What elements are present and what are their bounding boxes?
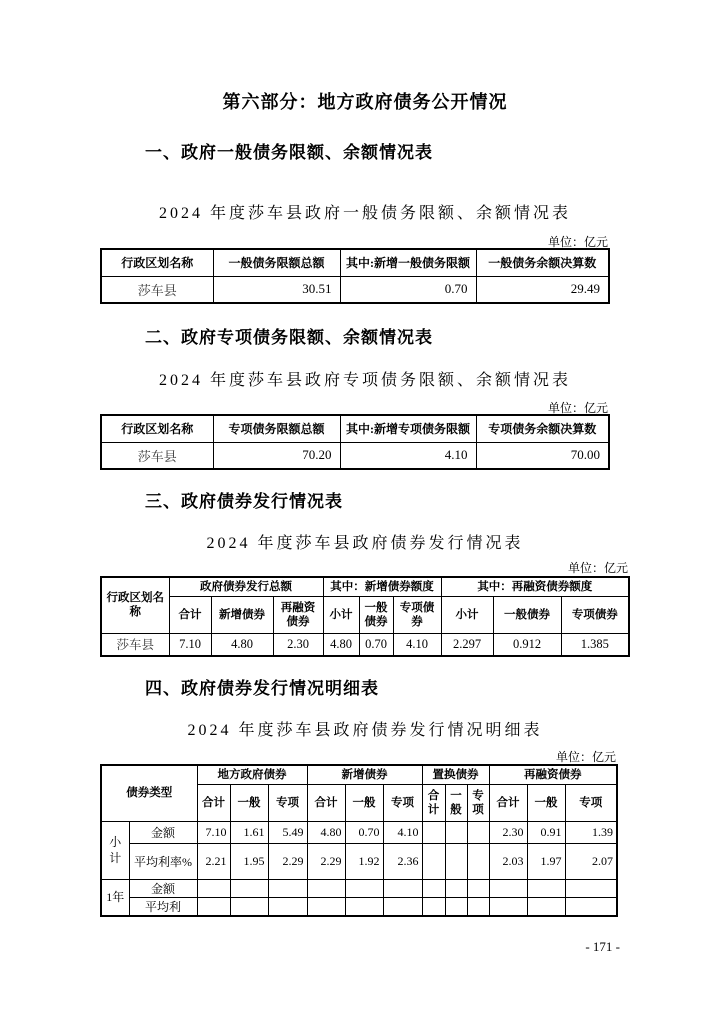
row-label: 平均利率% <box>129 843 197 879</box>
table-4-caption: 2024 年度莎车县政府债券发行情况明细表 <box>187 722 543 739</box>
header-group-cell: 其中：新增债券额度 <box>323 577 441 596</box>
data-cell: 4.80 <box>307 821 345 843</box>
data-cell <box>307 879 345 897</box>
data-cell <box>445 897 467 916</box>
table-4-unit-label: 单位：亿元 <box>555 750 616 764</box>
page-title: 第六部分：地方政府债务公开情况 <box>222 92 508 112</box>
subheader-cell: 合计 <box>169 596 211 633</box>
data-cell <box>345 897 383 916</box>
header-group-cell: 其中：再融资债券额度 <box>441 577 629 596</box>
document-page <box>100 0 630 954</box>
subheader-cell: 专项债券 <box>393 596 441 633</box>
header-cell: 行政区划名称 <box>101 415 213 442</box>
data-cell: 0.70 <box>345 821 383 843</box>
data-cell <box>467 879 489 897</box>
data-cell: 2.29 <box>307 843 345 879</box>
data-cell: 0.912 <box>493 633 561 656</box>
section-1-heading: 一、政府一般债务限额、余额情况表 <box>145 143 433 162</box>
data-cell: 2.297 <box>441 633 493 656</box>
data-cell <box>445 879 467 897</box>
header-cell: 一般债务余额决算数 <box>476 249 609 276</box>
header-group-cell: 政府债券发行总额 <box>169 577 323 596</box>
bond-issuance-detail-table <box>100 764 618 917</box>
table-row <box>101 843 617 879</box>
data-cell <box>467 821 489 843</box>
data-cell <box>565 879 617 897</box>
header-cell: 其中:新增一般债务限额 <box>340 249 476 276</box>
row-label: 金额 <box>129 821 197 843</box>
data-cell <box>527 879 565 897</box>
data-cell: 0.70 <box>359 633 393 656</box>
subheader-cell: 专项 <box>565 784 617 821</box>
section-2-heading: 二、政府专项债务限额、余额情况表 <box>145 328 433 347</box>
subheader-cell: 再融资债券 <box>273 596 323 633</box>
data-cell <box>467 843 489 879</box>
data-cell: 1.97 <box>527 843 565 879</box>
data-cell: 2.03 <box>489 843 527 879</box>
subheader-cell: 一般 <box>445 784 467 821</box>
data-cell: 0.91 <box>527 821 565 843</box>
table-row <box>101 879 617 897</box>
table-row <box>101 897 617 916</box>
row-group-label: 小计 <box>101 821 129 879</box>
data-cell: 7.10 <box>169 633 211 656</box>
subheader-cell: 新增债券 <box>211 596 273 633</box>
table-row <box>101 821 617 843</box>
data-cell: 1.385 <box>561 633 629 656</box>
table-subheader-row <box>101 596 629 633</box>
table-header-row <box>101 249 609 276</box>
table-2-caption: 2024 年度莎车县政府专项债务限额、余额情况表 <box>158 372 571 389</box>
data-cell <box>565 897 617 916</box>
region-cell: 莎车县 <box>101 276 213 303</box>
table-header-row <box>101 577 629 596</box>
data-cell: 4.10 <box>383 821 422 843</box>
data-cell: 2.29 <box>268 843 307 879</box>
data-cell <box>230 879 268 897</box>
header-cell: 债券类型 <box>101 765 197 821</box>
data-cell: 2.21 <box>197 843 230 879</box>
data-cell: 4.80 <box>323 633 359 656</box>
subheader-cell: 专项 <box>467 784 489 821</box>
table-row <box>101 276 609 303</box>
region-cell: 莎车县 <box>101 442 213 469</box>
data-cell: 1.39 <box>565 821 617 843</box>
section-3-heading: 三、政府债券发行情况表 <box>145 492 343 511</box>
general-debt-limit-table <box>100 248 610 304</box>
subheader-cell: 合计 <box>422 784 445 821</box>
table-2-unit-label: 单位：亿元 <box>547 401 608 415</box>
table-header-row <box>101 765 617 784</box>
data-cell <box>345 879 383 897</box>
subheader-cell: 小计 <box>323 596 359 633</box>
data-cell: 2.07 <box>565 843 617 879</box>
subheader-cell: 一般 <box>230 784 268 821</box>
table-header-row <box>101 415 609 442</box>
data-cell <box>445 843 467 879</box>
subheader-cell: 一般 <box>527 784 565 821</box>
page-number: - 171 - <box>585 938 620 954</box>
row-label: 平均利 <box>129 897 197 916</box>
data-cell <box>422 879 445 897</box>
row-group-label: 1年 <box>101 879 129 916</box>
table-row <box>101 442 609 469</box>
data-cell <box>268 897 307 916</box>
header-cell: 行政区划名称 <box>101 249 213 276</box>
data-cell <box>445 821 467 843</box>
header-cell: 行政区划名称 <box>101 577 169 633</box>
table-3-unit-label: 单位：亿元 <box>567 561 628 575</box>
row-label: 金额 <box>129 879 197 897</box>
data-cell <box>230 897 268 916</box>
data-cell: 1.95 <box>230 843 268 879</box>
data-cell <box>489 879 527 897</box>
data-cell: 4.10 <box>393 633 441 656</box>
subheader-cell: 合计 <box>307 784 345 821</box>
data-cell: 4.10 <box>340 442 476 469</box>
data-cell <box>268 879 307 897</box>
header-cell: 专项债务余额决算数 <box>476 415 609 442</box>
data-cell: 2.36 <box>383 843 422 879</box>
section-4-heading: 四、政府债券发行情况明细表 <box>145 679 379 698</box>
subheader-cell: 一般债券 <box>493 596 561 633</box>
data-cell: 70.00 <box>476 442 609 469</box>
table-1-unit-label: 单位：亿元 <box>547 235 608 249</box>
data-cell <box>197 897 230 916</box>
data-cell <box>383 879 422 897</box>
data-cell <box>197 879 230 897</box>
header-group-cell: 新增债券 <box>307 765 422 784</box>
data-cell: 70.20 <box>213 442 340 469</box>
table-row <box>101 633 629 656</box>
subheader-cell: 专项 <box>383 784 422 821</box>
data-cell: 1.92 <box>345 843 383 879</box>
data-cell: 2.30 <box>273 633 323 656</box>
data-cell: 0.70 <box>340 276 476 303</box>
data-cell <box>489 897 527 916</box>
subheader-cell: 专项 <box>268 784 307 821</box>
header-cell: 一般债务限额总额 <box>213 249 340 276</box>
data-cell: 7.10 <box>197 821 230 843</box>
data-cell <box>422 843 445 879</box>
header-cell: 其中:新增专项债务限额 <box>340 415 476 442</box>
subheader-cell: 一般 <box>345 784 383 821</box>
data-cell <box>422 897 445 916</box>
data-cell <box>383 897 422 916</box>
subheader-cell: 专项债券 <box>561 596 629 633</box>
data-cell: 29.49 <box>476 276 609 303</box>
data-cell <box>422 821 445 843</box>
data-cell: 4.80 <box>211 633 273 656</box>
subheader-cell: 一般债券 <box>359 596 393 633</box>
region-cell: 莎车县 <box>101 633 169 656</box>
data-cell <box>527 897 565 916</box>
header-cell: 专项债务限额总额 <box>213 415 340 442</box>
header-group-cell: 再融资债券 <box>489 765 617 784</box>
header-group-cell: 地方政府债券 <box>197 765 307 784</box>
data-cell <box>307 897 345 916</box>
data-cell: 5.49 <box>268 821 307 843</box>
table-1-caption: 2024 年度莎车县政府一般债务限额、余额情况表 <box>158 205 571 222</box>
data-cell: 30.51 <box>213 276 340 303</box>
table-3-caption: 2024 年度莎车县政府债券发行情况表 <box>206 535 524 552</box>
subheader-cell: 小计 <box>441 596 493 633</box>
header-group-cell: 置换债券 <box>422 765 489 784</box>
subheader-cell: 合计 <box>489 784 527 821</box>
data-cell: 1.61 <box>230 821 268 843</box>
data-cell <box>467 897 489 916</box>
subheader-cell: 合计 <box>197 784 230 821</box>
data-cell: 2.30 <box>489 821 527 843</box>
bond-issuance-table <box>100 576 630 657</box>
special-debt-limit-table <box>100 414 610 470</box>
